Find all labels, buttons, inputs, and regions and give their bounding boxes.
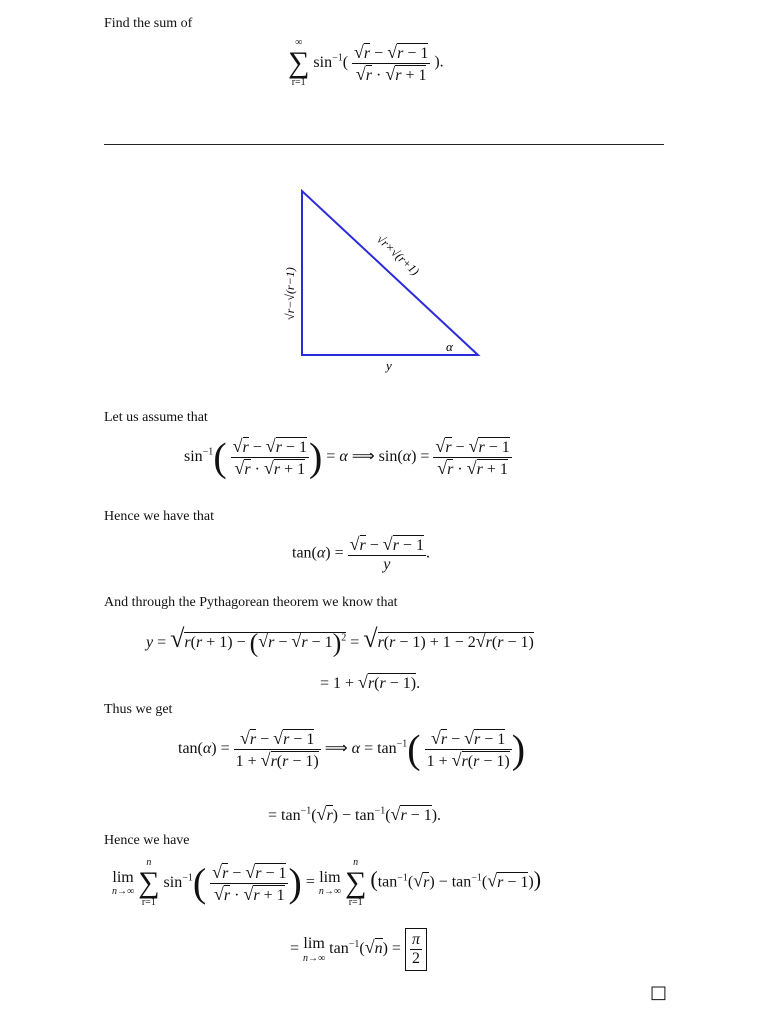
final-answer-box: $\frac{\pi}{2}$ bbox=[405, 928, 427, 971]
hypotenuse-label: √r×√(r+1) bbox=[373, 231, 423, 279]
equation-3a: $y = √r(r + 1) - (√r - √r - 1)^2 = √r(r - 1) + 1 - 2√r(r - 1)$ bbox=[146, 624, 534, 658]
angle-label: α bbox=[446, 339, 453, 354]
equation-1: $\sin^{-1}$( $\frac{√r - √r - 1}{√r \cdot √r + 1}$ ) = α ⟹ sin(α) = $\frac{√r - √r - 1}{√r \cdot √r + 1}$ bbox=[184, 434, 510, 480]
sum-symbol: ∞ ∑ r=1 bbox=[288, 37, 310, 88]
equation-4a: tan(α) = $\frac{√r - √r - 1}{1 + √r(r - 1)}$ ⟹ $\alpha = \tan^{-1}$( $\frac{√r - √r - 1}{1 + √r(r - 1)}$ ) bbox=[178, 726, 526, 772]
equation-4b: = $\tan^{-1}(√r) - \tan^{-1}(√r - 1)$. bbox=[268, 804, 442, 824]
equation-5b: = lim n→∞ $\tan^{-1}(√n)$ = $\frac{\pi}{2}$ bbox=[290, 928, 427, 971]
triangle-figure bbox=[270, 180, 500, 380]
problem-intro: Find the sum of bbox=[104, 16, 193, 31]
step-2-text: Hence we have that bbox=[104, 509, 214, 524]
equation-5a: lim n→∞ n ∑ r=1 $\sin^{-1}$( $\frac{√r - √r - 1}{√r \cdot √r + 1}$ ) = lim n→∞ n ∑ r=1 $(\tan^{-1}(√r) - \tan^{-1}(√r - 1))$ bbox=[112, 857, 542, 908]
step-5-text: Hence we have bbox=[104, 833, 190, 848]
equation-3b: = 1 + √r(r − 1). bbox=[320, 672, 421, 692]
vertical-side-label: √r−√(r−1) bbox=[283, 267, 297, 320]
step-4-text: Thus we get bbox=[104, 702, 173, 717]
base-label: y bbox=[386, 358, 392, 373]
section-divider bbox=[104, 144, 664, 145]
step-1-text: Let us assume that bbox=[104, 410, 208, 425]
qed-symbol: □ bbox=[650, 982, 668, 1003]
step-3-text: And through the Pythagorean theorem we know that bbox=[104, 595, 398, 610]
problem-equation: ∞ ∑ r=1 $\sin^{-1}$( $\frac{√r - √r - 1}{√r \cdot √r + 1}$ ). bbox=[288, 37, 444, 88]
equation-2: tan(α) = $\frac{√r - √r - 1}{y}$ . bbox=[292, 534, 430, 573]
